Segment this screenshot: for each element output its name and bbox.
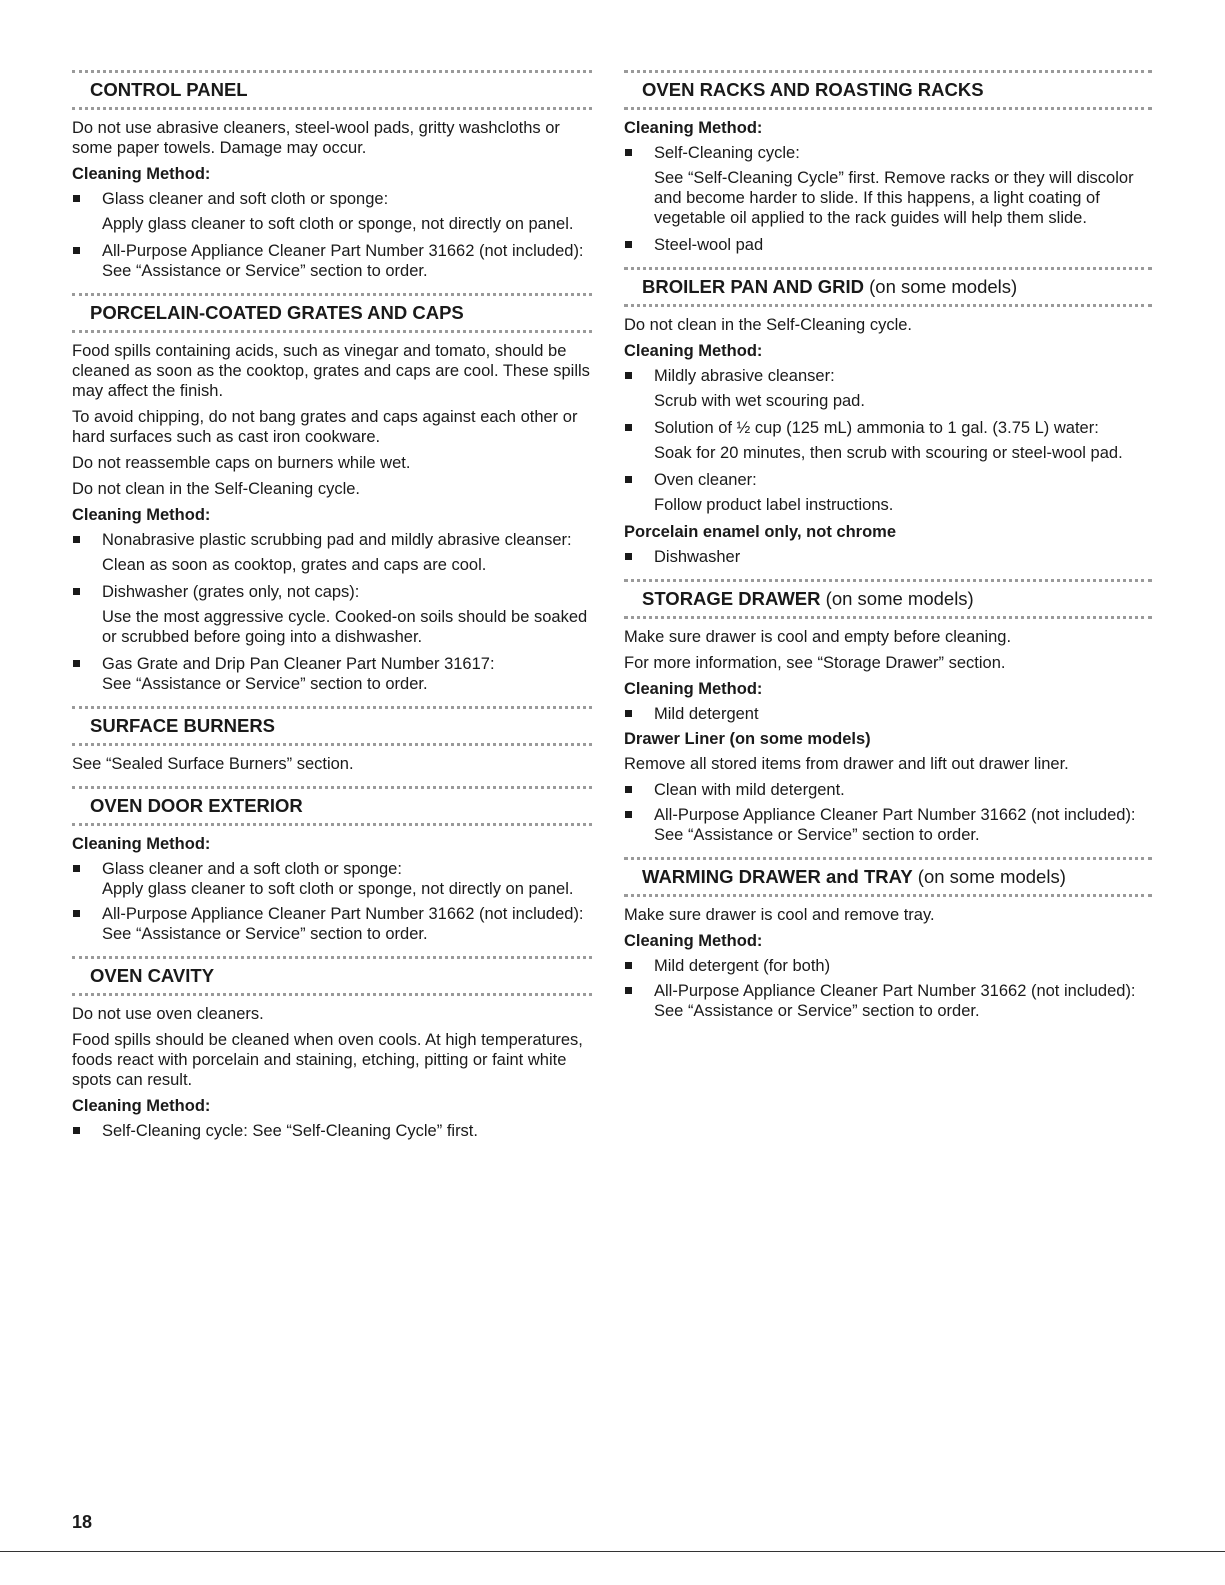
bullet-item: Oven cleaner:	[624, 470, 1152, 490]
bullet-item: Mild detergent	[624, 704, 1152, 724]
paragraph: Do not reassemble caps on burners while wet.	[72, 454, 411, 472]
bullet-text: All-Purpose Appliance Cleaner Part Number 31662 (not included):	[102, 905, 584, 923]
section-header	[624, 267, 1152, 307]
bullet-subtext: See “Assistance or Service” section to order.	[102, 675, 428, 693]
bullet-detail: Follow product label instructions.	[654, 496, 894, 514]
section-title: BROILER PAN AND GRID	[642, 276, 864, 297]
section-header	[72, 70, 592, 110]
bullet-text: Gas Grate and Drip Pan Cleaner Part Number 31617:	[102, 655, 495, 673]
bullet-subtext: See “Assistance or Service” section to order.	[102, 262, 428, 280]
section-surface-burners	[72, 706, 592, 774]
section-header	[624, 579, 1152, 619]
subheading: Drawer Liner (on some models)	[624, 730, 871, 748]
section-title: OVEN CAVITY	[90, 965, 215, 986]
bullet-item: Self-Cleaning cycle:	[624, 143, 1152, 163]
paragraph: Do not use oven cleaners.	[72, 1005, 264, 1023]
page-bottom-rule	[0, 1551, 1225, 1552]
cleaning-method-heading: Cleaning Method:	[72, 165, 211, 183]
section-control-panel	[72, 70, 592, 281]
cleaning-method-heading: Cleaning Method:	[72, 1097, 211, 1115]
bullet-item	[72, 241, 592, 281]
bullet-item: Solution of ½ cup (125 mL) ammonia to 1 gal. (3.75 L) water:	[624, 418, 1152, 438]
bullet-detail: Clean as soon as cooktop, grates and caps are cool.	[102, 556, 487, 574]
cleaning-method-heading: Cleaning Method:	[624, 119, 763, 137]
cleaning-method-heading: Cleaning Method:	[72, 835, 211, 853]
bullet-detail: See “Self-Cleaning Cycle” first. Remove racks or they will discolor and become harder to slide. If this happens, a light coating of vegetable oil applied to the rack guides will help them slide.	[654, 169, 1134, 227]
section-header	[72, 293, 592, 333]
bullet-item: Steel-wool pad	[624, 235, 1152, 255]
bullet-detail: Soak for 20 minutes, then scrub with scouring or steel-wool pad.	[654, 444, 1123, 462]
bullet-item: Dishwasher (grates only, not caps):	[72, 582, 592, 602]
right-column	[624, 70, 1152, 1033]
bullet-item	[624, 805, 1152, 845]
paragraph: Do not use abrasive cleaners, steel-wool pads, gritty washcloths or some paper towels. Damage may occur.	[72, 119, 560, 157]
section-header	[624, 70, 1152, 110]
left-column	[72, 70, 592, 1153]
bullet-subtext: See “Assistance or Service” section to order.	[654, 826, 980, 844]
paragraph: Do not clean in the Self-Cleaning cycle.	[624, 316, 912, 334]
cleaning-method-heading: Cleaning Method:	[72, 506, 211, 524]
section-header	[72, 706, 592, 746]
section-header	[72, 786, 592, 826]
paragraph: Food spills should be cleaned when oven cools. At high temperatures, foods react with porcelain and staining, etching, pitting or faint white spots can result.	[72, 1031, 583, 1089]
paragraph: To avoid chipping, do not bang grates and caps against each other or hard surfaces such as cast iron cookware.	[72, 408, 578, 446]
section-title: SURFACE BURNERS	[90, 715, 276, 736]
paragraph: For more information, see “Storage Drawer” section.	[624, 654, 1006, 672]
bullet-subtext: See “Assistance or Service” section to order.	[654, 1002, 980, 1020]
bullet-text: Glass cleaner and a soft cloth or sponge:	[102, 860, 402, 878]
bullet-item: Mildly abrasive cleanser:	[624, 366, 1152, 386]
bullet-item	[624, 981, 1152, 1021]
bullet-item: Clean with mild detergent.	[624, 780, 1152, 800]
bullet-item: Nonabrasive plastic scrubbing pad and mildly abrasive cleanser:	[72, 530, 592, 550]
bullet-item: Glass cleaner and soft cloth or sponge:	[72, 189, 592, 209]
section-title: OVEN RACKS AND ROASTING RACKS	[642, 79, 984, 100]
bullet-item: Dishwasher	[624, 547, 1152, 567]
paragraph: Make sure drawer is cool and remove tray.	[624, 906, 935, 924]
section-title: STORAGE DRAWER	[642, 588, 821, 609]
section-title: PORCELAIN-COATED GRATES AND CAPS	[90, 302, 464, 323]
section-warming-drawer	[624, 857, 1152, 1021]
bullet-item	[72, 904, 592, 944]
bullet-item	[72, 654, 592, 694]
cleaning-method-heading: Cleaning Method:	[624, 932, 763, 950]
section-storage-drawer	[624, 579, 1152, 845]
bullet-text: All-Purpose Appliance Cleaner Part Number 31662 (not included):	[102, 242, 584, 260]
paragraph: Remove all stored items from drawer and lift out drawer liner.	[624, 755, 1069, 773]
section-broiler-pan	[624, 267, 1152, 567]
bullet-detail: Use the most aggressive cycle. Cooked-on soils should be soaked or scrubbed before going into a dishwasher.	[102, 608, 588, 646]
section-porcelain-grates	[72, 293, 592, 694]
section-header	[72, 956, 592, 996]
section-title-suffix: (on some models)	[917, 866, 1066, 887]
paragraph: Food spills containing acids, such as vinegar and tomato, should be cleaned as soon as the cooktop, grates and caps are cool. These spills may affect the finish.	[72, 342, 590, 400]
bullet-text: All-Purpose Appliance Cleaner Part Number 31662 (not included):	[654, 806, 1136, 824]
section-oven-door-exterior	[72, 786, 592, 944]
section-oven-racks	[624, 70, 1152, 255]
section-title: OVEN DOOR EXTERIOR	[90, 795, 303, 816]
bullet-item: Self-Cleaning cycle: See “Self-Cleaning Cycle” first.	[72, 1121, 592, 1141]
page-number: 18	[72, 1512, 93, 1532]
paragraph: Make sure drawer is cool and empty before cleaning.	[624, 628, 1012, 646]
bullet-text: All-Purpose Appliance Cleaner Part Number 31662 (not included):	[654, 982, 1136, 1000]
paragraph: Do not clean in the Self-Cleaning cycle.	[72, 480, 360, 498]
section-title: WARMING DRAWER and TRAY	[642, 866, 913, 887]
cleaning-method-heading: Cleaning Method:	[624, 680, 763, 698]
subheading: Porcelain enamel only, not chrome	[624, 523, 897, 541]
bullet-subtext: See “Assistance or Service” section to order.	[102, 925, 428, 943]
section-oven-cavity	[72, 956, 592, 1141]
section-title: CONTROL PANEL	[90, 79, 248, 100]
bullet-item: Mild detergent (for both)	[624, 956, 1152, 976]
paragraph: See “Sealed Surface Burners” section.	[72, 755, 354, 773]
section-title-suffix: (on some models)	[825, 588, 974, 609]
section-header	[624, 857, 1152, 897]
bullet-detail: Apply glass cleaner to soft cloth or sponge, not directly on panel.	[102, 215, 574, 233]
section-title-suffix: (on some models)	[869, 276, 1018, 297]
cleaning-method-heading: Cleaning Method:	[624, 342, 763, 360]
bullet-item	[72, 859, 592, 899]
bullet-subtext: Apply glass cleaner to soft cloth or sponge, not directly on panel.	[102, 880, 574, 898]
bullet-detail: Scrub with wet scouring pad.	[654, 392, 865, 410]
